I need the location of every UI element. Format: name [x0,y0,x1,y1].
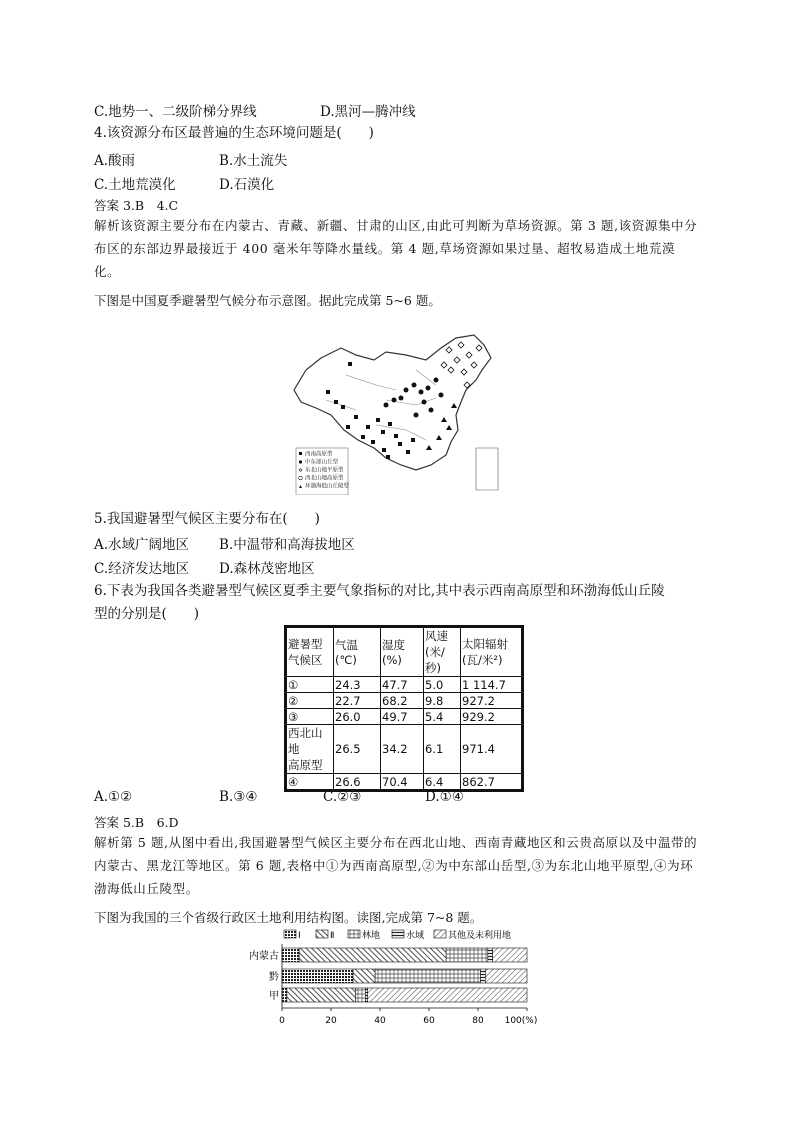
bar-segment [446,948,488,962]
table-row: ③ 26.0 49.7 5.4 929.2 [286,709,523,725]
analysis-3-4: 解析该资源主要分布在内蒙古、青藏、新疆、甘肃的山区,由此可判断为草场资源。第 3 题,该资源集中分布区的东部边界最接近于 400 毫米年等降水量线。第 4 题,草场资源如果过垦、超牧易造成土地荒漠化。 [94,218,698,279]
q6-option-c: C.②③ [323,789,362,805]
land-use-structure-chart [240,928,545,1030]
bar-segment [282,988,287,1002]
table-row: ① 24.3 47.7 5.0 1 114.7 [286,677,523,693]
q4-option-b: B.水土流失 [219,153,288,169]
header-cell: 避暑型 气候区 [286,627,334,677]
map-legend-5: 环渤海低山丘陵型 [305,483,350,490]
q4-option-c: C.土地荒漠化 [94,177,176,193]
q5-option-d: D.森林茂密地区 [219,561,315,577]
header-cell: 太阳辐射 (瓦/米²) [461,627,523,677]
x-tick-label: 80 [472,1016,484,1026]
intro-7-8: 下图为我国的三个省级行政区土地利用结构图。读图,完成第 7~8 题。 [94,910,483,925]
answer-3-4: 答案 3.B 4.C [94,198,179,213]
map-legend-3: 东北山地平原型 [305,467,344,474]
category-label: 黔 [269,972,279,983]
bar-segment [282,948,299,962]
q5-option-b: B.中温带和高海拔地区 [219,537,355,553]
legend-swatch [284,930,296,938]
q4-option-d: D.石漠化 [219,177,275,193]
bar-segment [375,969,480,983]
china-summer-climate-map [286,330,500,495]
q4-option-a: A.酸雨 [94,153,136,169]
q5-stem: 5.我国避暑型气候区主要分布在( ) [94,511,320,527]
bar-segment [282,969,353,983]
map-legend-2: 中东部山丘型 [305,459,339,466]
header-cell: 风速 (米/秒) [424,627,461,677]
legend-label: 水域 [406,931,425,941]
legend-swatch [348,930,360,938]
category-label: 内蒙古 [249,951,279,962]
header-cell: 湿度(%) [381,627,424,677]
x-tick-label: 100(%) [504,1016,538,1026]
legend-swatch [434,930,446,938]
bar-segment [353,969,375,983]
x-tick-label: 60 [423,1016,435,1026]
map-legend-1: 西南高原型 [305,451,333,458]
q3-option-d: D.黑河—腾冲线 [320,104,416,120]
bar-segment [488,948,493,962]
legend-label: 其他及未利用地 [448,931,512,941]
q6-option-a: A.①② [94,789,133,805]
x-tick-label: 0 [279,1016,285,1026]
q5-option-c: C.经济发达地区 [94,561,190,577]
q6-stem-line2: 型的分别是( ) [94,606,200,622]
header-cell: 气温(℃) [334,627,381,677]
bar-segment [356,988,366,1002]
q5-option-a: A.水域广阔地区 [94,537,190,553]
x-tick-label: 40 [374,1016,386,1026]
intro-5-6: 下图是中国夏季避暑型气候分布示意图。据此完成第 5~6 题。 [94,293,441,308]
q4-stem: 4.该资源分布区最普遍的生态环境问题是( ) [94,125,374,141]
table-row: ② 22.7 68.2 9.8 927.2 [286,693,523,709]
q3-option-c: C.地势一、二级阶梯分界线 [94,104,257,120]
bar-segment [365,988,367,1002]
q6-option-d: D.①④ [425,789,464,805]
category-label: 甲 [269,991,279,1002]
bar-segment [299,948,446,962]
bar-segment [480,969,485,983]
legend-label: 林地 [362,931,381,941]
table-row: 西北山地 高原型 26.5 34.2 6.1 971.4 [286,725,523,774]
legend-swatch [392,930,404,938]
q6-stem-line1: 6.下表为我国各类避暑型气候区夏季主要气象指标的对比,其中表示西南高原型和环渤海低山丘陵 [94,583,665,599]
legend-label: Ⅰ [298,931,301,941]
q6-option-b: B.③④ [219,789,258,805]
bar-segment [368,988,527,1002]
climate-indicator-table [284,625,524,792]
legend-swatch [316,930,328,938]
map-legend-4: 西北山地高原型 [305,475,344,482]
analysis-5-6: 解析第 5 题,从图中看出,我国避暑型气候区主要分布在西北山地、西南青藏地区和云贵高原以及中温带的内蒙古、黑龙江等地区。第 6 题,表格中①为西南高原型,②为中东部山岳型,③为东北山地平原型,④为环渤海低山丘陵型。 [94,835,698,896]
bar-segment [287,988,356,1002]
x-tick-label: 20 [325,1016,337,1026]
legend-label: Ⅱ [330,931,335,941]
table-row: ④ 26.6 70.4 6.4 862.7 [286,774,523,791]
bar-segment [485,969,527,983]
answer-5-6: 答案 5.B 6.D [94,815,179,830]
table-header-row [286,627,523,677]
bar-segment [493,948,527,962]
